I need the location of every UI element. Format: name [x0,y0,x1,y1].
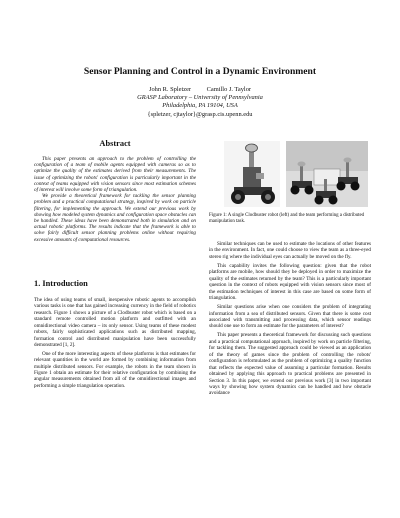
figure-1-caption: Figure 1: A single Clodbuster robot (left) and the team performing a distributed manipulation task. [209,213,365,225]
body-paragraph: This paper presents a theoretical framework for discussing such questions and a practical computational approach, inspired by work on particle filtering, for tackling them. The suggested approach could be viewed as an application of the theory of games since the problem of controlling the robots' configuration is reformulated as the problem of optimizing a quality function that reflects the expected value of assuming a particular formation. Results obtained by applying this approach to practical problems are presented in Section 3. In this paper, we extend our previous work [3] in two important ways by showing how system dynamics can be handled and how obstacle avoidance [209,332,371,397]
abstract-text [34,156,196,243]
abstract-paragraph: We provide a theoretical framework for tackling the sensor planning problem and a practical computational strategy, inspired by work on particle filtering, for implementing the approach. We extend our previous work by showing how modeled system dynamics and configuration space obstacles can be handled. These ideas have been demonstrated both in simulation and on actual robotic platforms. The results indicate that the framework is able to solve fairly difficult sensor planning problems online without requiring excessive amounts of computational resources. [34,193,196,243]
author-names [0,86,400,94]
paper-title: Sensor Planning and Control in a Dynamic Environment [83,66,317,77]
section-heading-introduction: 1. Introduction [34,279,88,288]
email: {spletzer, cjtaylor}@grasp.cis.upenn.edu [147,110,253,118]
body-paragraph: One of the more interesting aspects of these platforms is that estimates for relevant quantities in the world are formed by combining information from multiple distributed sensors. For example, the robots in the team shown in Figure 1 obtain an estimate for their relative configuration by combining the angular measurements obtained from all of the omnidirectional images and performing a simple triangulation operation. [34,350,196,389]
single-robot-photo [224,141,280,207]
robot-team-photo [286,141,368,207]
body-paragraph: Similar techniques can be used to estimate the locations of other features in the environment. In fact, one could choose to view the team as a three-eyed stereo rig where the individual eyes can actually be moved on the fly. [209,241,371,260]
author-name: John R. Spletzer [148,86,192,93]
abstract-paragraph: This paper presents an approach to the problem of controlling the configuration of a team of mobile agents equipped with cameras so as to optimize the quality of the estimates derived from their measurements. The issue of optimizing the robots' configuration is particularly important in the context of teams equipped with vision sensors since most estimation schemes of interest will involve some form of triangulation. [34,156,196,194]
body-paragraph: This capability invites the following question: given that the robot platforms are mobile, how should they be deployed in order to maximize the quality of the estimates returned by the team? This is a particularly important question in the context of robots equipped with vision sensors since most of the estimation techniques of interest in this case are based on some form of triangulation. [209,262,371,302]
introduction-text [34,297,196,389]
body-paragraph: The idea of using teams of small, inexpensive robotic agents to accomplish various tasks is one that has gained increasing currency in the field of robotics research. Figure 1 shows a picture of a Clodbuster robot which is based on a standard remote controlled motion platform and outfitted with an omnidirectional video camera – its only sensor. Using teams of these modest robots, fairly sophisticated applications such as distributed mapping, formation control and distributed manipulation have been successfully demonstrated [1, 2]. [34,297,196,349]
body-paragraph: Similar questions arise when one considers the problem of integrating information from a sea of distributed sensors. Given that there is some cost associated with transmitting and processing data, which sensor readings should one use to form an estimate for the parameters of interest? [209,304,371,330]
figure-1-photos [210,139,370,209]
abstract-heading: Abstract [99,139,131,148]
author-block [0,86,400,119]
affiliation: GRASP Laboratory – University of Pennsylvania [137,94,263,102]
address: Philadelphia, PA 19104, USA [162,102,238,110]
right-column-text [209,241,371,397]
author-name: Camillo J. Taylor [206,86,252,93]
robot-photos [210,139,370,209]
